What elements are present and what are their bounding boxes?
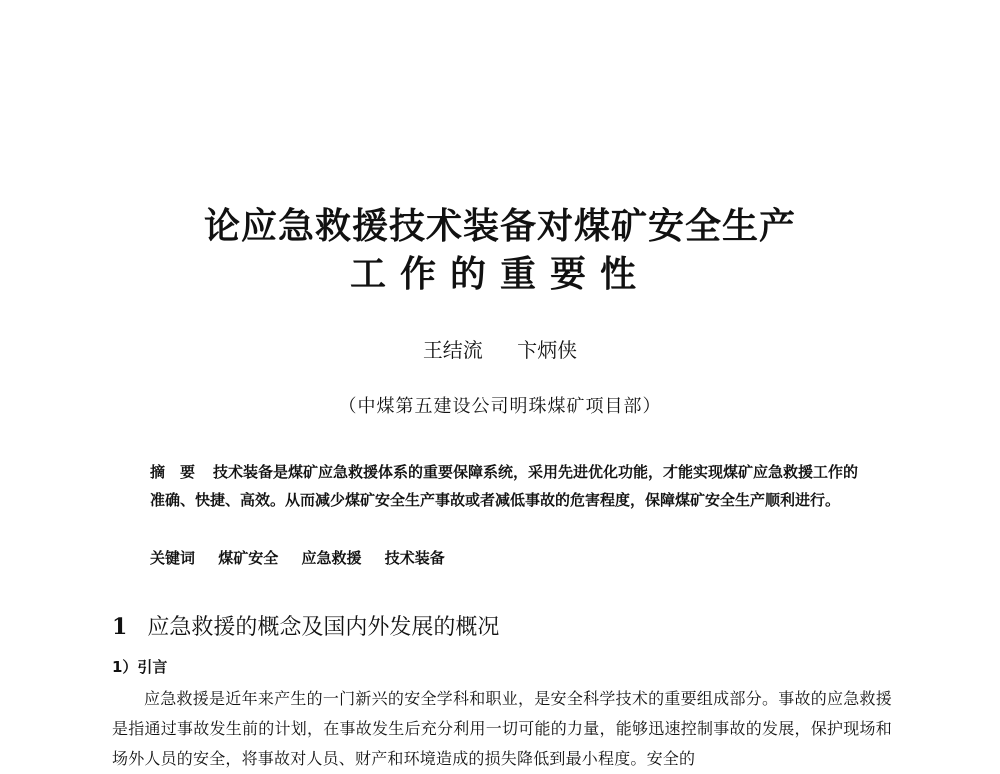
abstract (150, 458, 870, 514)
paper-title-line-1: 论应急救援技术装备对煤矿安全生产 (203, 206, 796, 247)
keyword: 技术装备 (384, 549, 445, 567)
paper-title-line-2: 工作的重要性 (349, 254, 650, 295)
affiliation: （中煤第五建设公司明珠煤矿项目部） (338, 396, 662, 417)
keyword: 煤矿安全 (218, 549, 279, 567)
author-name: 王结流 (422, 338, 483, 362)
abstract-label: 摘 要 (150, 463, 196, 481)
section-heading (112, 612, 499, 643)
subsection-heading: 1）引言 (112, 658, 168, 676)
section-title: 应急救援的概念及国内外发展的概况 (147, 615, 500, 640)
keywords (150, 544, 870, 572)
keywords-label: 关键词 (150, 549, 196, 567)
author-name: 卞炳侠 (517, 338, 578, 362)
author-list (0, 337, 1000, 363)
section-number: 1 (112, 614, 128, 640)
keyword: 应急救援 (301, 549, 362, 567)
abstract-text: 技术装备是煤矿应急救援体系的重要保障系统，采用先进优化功能，才能实现煤矿应急救援工作的准确、快捷、高效。从而减少煤矿安全生产事故或者减低事故的危害程度，保障煤矿安全生产顺利进行。 (150, 463, 859, 509)
body-paragraph: 应急救援是近年来产生的一门新兴的安全学科和职业，是安全科学技术的重要组成部分。事故的应急救援是指通过事故发生前的计划，在事故发生后充分利用一切可能的力量，能够迅速控制事故的发展，保护现场和场外人员的安全，将事故对人员、财产和环境造成的损失降低到最小程度。安全的 (112, 689, 892, 768)
